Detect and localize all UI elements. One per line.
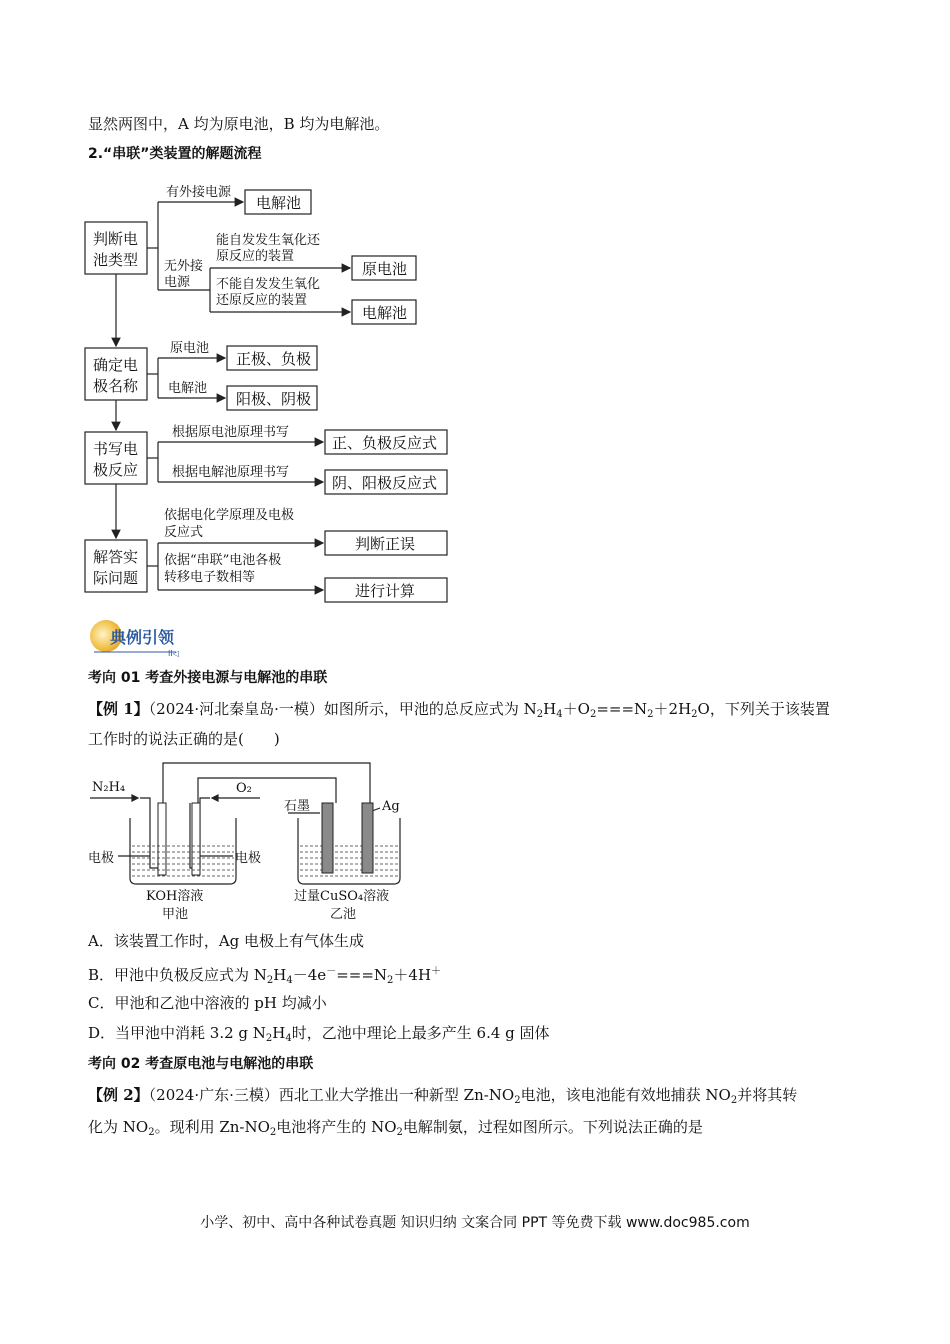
example2-line2: 化为 $NO_2$。现利用 $Zn-NO_2$电池将产生的 $NO_2$电解制氨，过程如图所示。下列说法正确的是: [88, 1118, 703, 1138]
b4-b-res: 进行计算: [355, 582, 416, 600]
example1-line1: 【例 1】（2024·河北秦皇岛·一模）如图所示，甲池的总反应式为 $N_2H_4+O_2===N_2+2H_2O$，下列关于该装置: [88, 700, 830, 720]
svg-text:II◁: II◁: [168, 649, 179, 658]
cond-spont-2: 原反应的装置: [216, 249, 295, 264]
label-koh: KOH溶液: [146, 889, 204, 904]
option-a: A．该装置工作时，Ag 电极上有气体生成: [88, 932, 365, 950]
cond-spont-1: 能自发发生氧化还: [216, 233, 321, 248]
label-electrode-left: 电极: [88, 851, 115, 866]
label-ag: Ag: [382, 799, 400, 814]
res-nonspont: 电解池: [362, 304, 408, 322]
page-footer: 小学、初中、高中各种试卷真题 知识归纳 文案合同 PPT 等免费下载 www.doc985.com: [200, 1215, 750, 1231]
label-yi: 乙池: [330, 907, 357, 922]
b4-a-1: 依据电化学原理及电极: [164, 508, 295, 523]
res-spont: 原电池: [362, 260, 408, 278]
label-n2h4: N₂H₄: [92, 780, 126, 795]
direction-2: 考向 02 考查原电池与电解池的串联: [88, 1056, 314, 1072]
label-graphite: 石墨: [284, 799, 311, 814]
label-cuso4: 过量CuSO₄溶液: [294, 889, 390, 904]
cond-nonspont-1: 不能自发发生氧化: [216, 277, 321, 292]
example2-label: 【例 2】: [88, 1086, 149, 1104]
b3-b-res: 阴、阳极反应式: [332, 474, 438, 492]
direction-1: 考向 01 考查外接电源与电解池的串联: [88, 670, 328, 686]
b4-b-1: 依据“串联”电池各极: [164, 553, 282, 568]
example1-line2: 工作时的说法正确的是( ): [88, 730, 280, 748]
intro-line: 显然两图中，A 均为原电池，B 均为电解池。: [88, 115, 390, 133]
b4-a-res: 判断正误: [355, 535, 416, 553]
box1-line2: 池类型: [93, 251, 139, 269]
box4-line2: 际问题: [93, 569, 139, 587]
box2-line1: 确定电: [93, 356, 139, 374]
label-o2: O₂: [236, 781, 252, 796]
example1-source: （2024·河北秦皇岛·一模）: [148, 700, 324, 718]
example2-source: （2024·广东·三模）: [148, 1086, 279, 1104]
b2-b: 电解池: [168, 381, 208, 396]
badge-label: 典例引领: [110, 628, 175, 647]
box3-line2: 极反应: [93, 461, 139, 479]
box4-line1: 解答实: [93, 548, 139, 566]
branch-noext-1: 无外接: [164, 259, 204, 274]
apparatus-diagram: [88, 758, 418, 923]
option-d: D．当甲池中消耗 3.2 g $N_2H_4$时，乙池中理论上最多产生 6.4 g 固体: [88, 1024, 550, 1044]
cond-nonspont-2: 还原反应的装置: [216, 293, 308, 308]
b2-a-res: 正极、负极: [236, 350, 312, 368]
branch-noext-2: 电源: [164, 275, 191, 290]
label-electrode-right: 电极: [235, 851, 262, 866]
res-ext: 电解池: [256, 194, 302, 212]
b2-b-res: 阳极、阴极: [236, 390, 312, 408]
branch-ext: 有外接电源: [166, 185, 232, 200]
b4-a-2: 反应式: [164, 525, 204, 540]
box1-line1: 判断电: [93, 230, 139, 248]
flowchart: [80, 170, 460, 610]
b2-a: 原电池: [170, 341, 210, 356]
option-c: C．甲池和乙池中溶液的 pH 均减小: [88, 994, 327, 1012]
section-title: 2.“串联”类装置的解题流程: [88, 146, 262, 162]
option-b: B．甲池中负极反应式为 $N_2H_4-4e^-===N_2+4H^+$: [88, 966, 442, 986]
b3-a-res: 正、负极反应式: [332, 434, 438, 452]
b4-b-2: 转移电子数相等: [164, 570, 256, 585]
example2-line1: 【例 2】（2024·广东·三模）西北工业大学推出一种新型 $Zn-NO_2$电池，该电池能有效地捕获 $NO_2$并将其转: [88, 1086, 798, 1106]
b3-a: 根据原电池原理书写: [172, 425, 290, 440]
example1-label: 【例 1】: [88, 700, 149, 718]
box2-line2: 极名称: [93, 377, 139, 395]
label-jia: 甲池: [162, 907, 189, 922]
box3-line1: 书写电: [93, 440, 139, 458]
b3-b: 根据电解池原理书写: [172, 465, 290, 480]
example-badge: [86, 618, 206, 658]
